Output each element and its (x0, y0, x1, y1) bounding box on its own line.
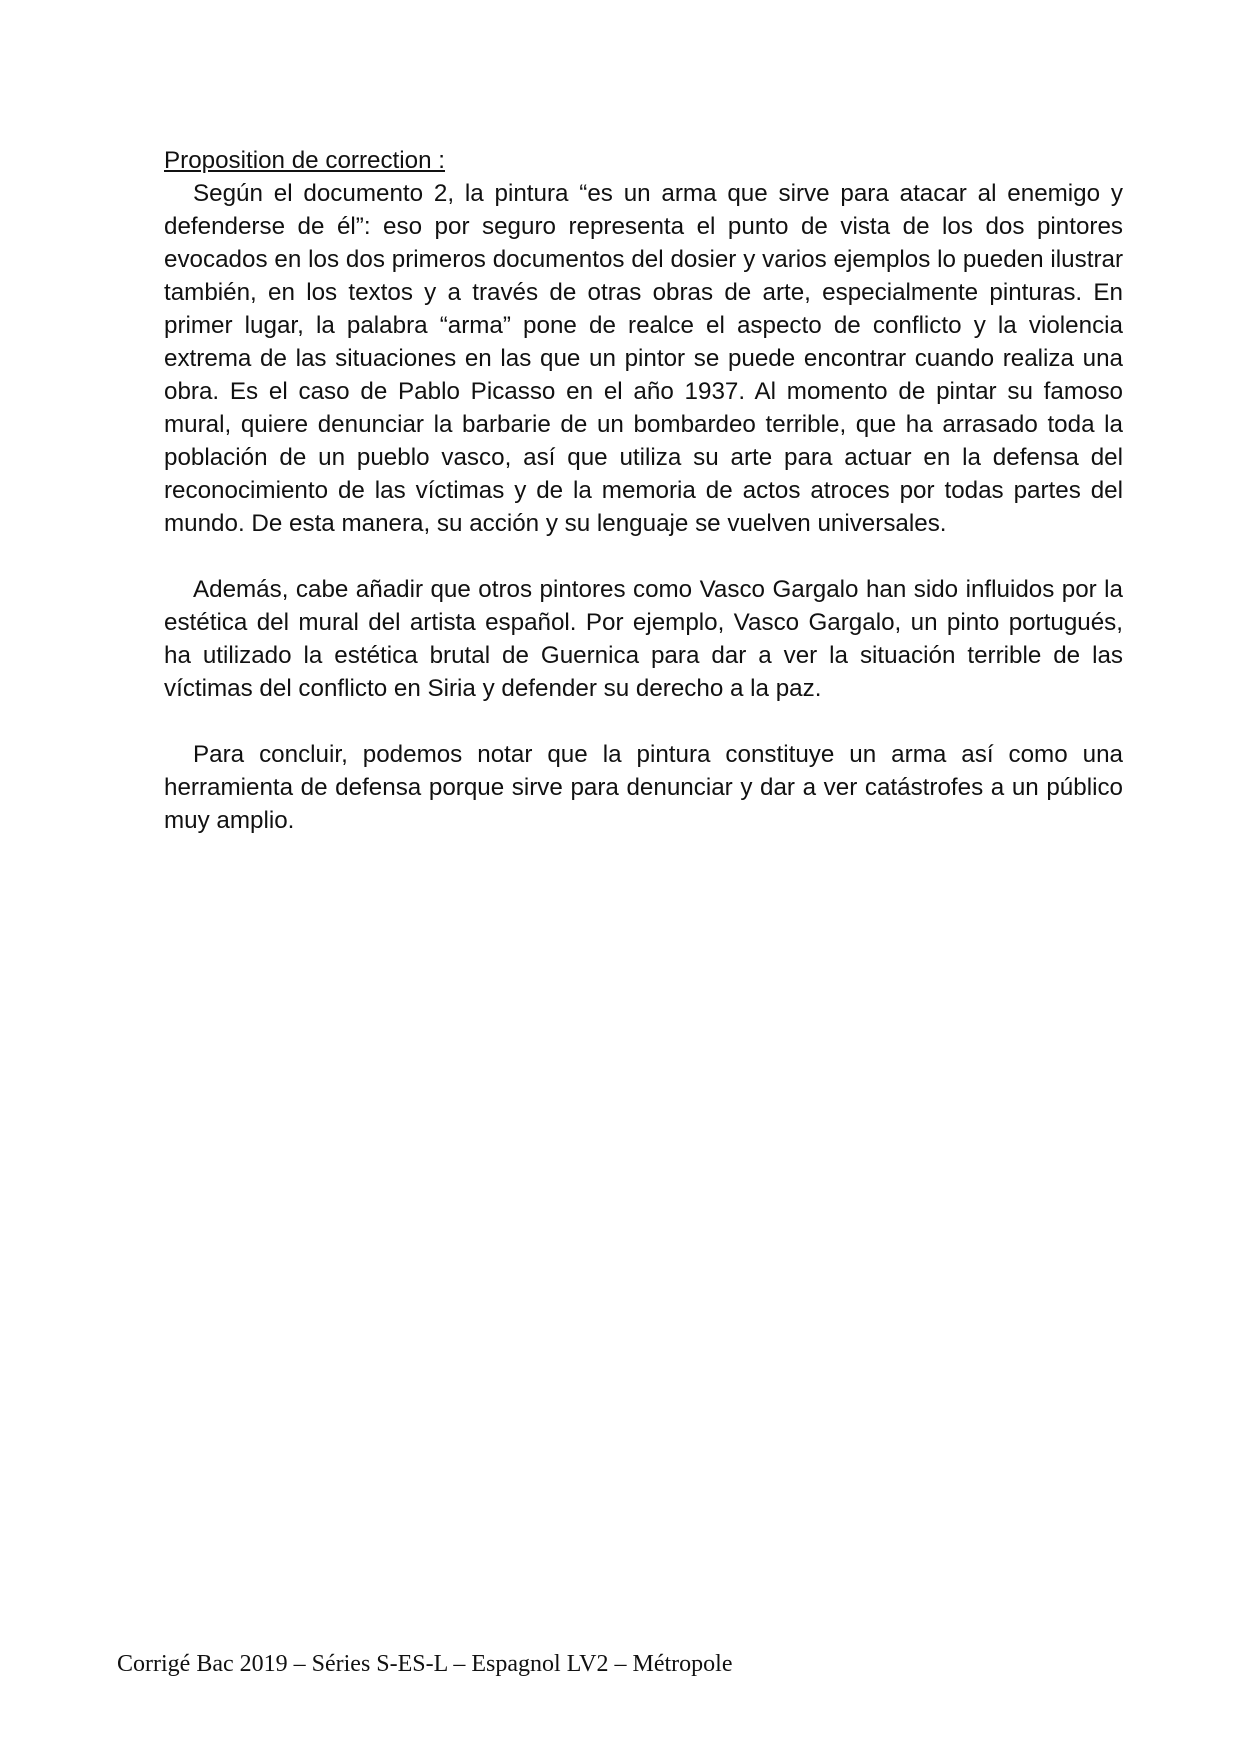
page-title: Proposition de correction : (164, 147, 445, 174)
paragraph-1: Según el documento 2, la pintura “es un arma que sirve para atacar al enemigo y defenderse de él”: eso por seguro representa el punto de vista de los dos pintores evocados en los dos primeros documentos del dosier y varios ejemplos lo pueden ilustrar también, en los textos y a través de otras obras de arte, especialmente pinturas. En primer lugar, la palabra “arma” pone de realce el aspecto de conflicto y la violencia extrema de las situaciones en las que un pintor se puede encontrar cuando realiza una obra. Es el caso de Pablo Picasso en el año 1937. Al momento de pintar su famoso mural, quiere denunciar la barbarie de un bombardeo terrible, que ha arrasado toda la población de un pueblo vasco, así que utiliza su arte para actuar en la defensa del reconocimiento de las víctimas y de la memoria de actos atroces por todas partes del mundo. De esta manera, su acción y su lenguaje se vuelven universales. (164, 180, 1123, 537)
paragraph-2: Además, cabe añadir que otros pintores como Vasco Gargalo han sido influidos por la estética del mural del artista español. Por ejemplo, Vasco Gargalo, un pinto portugués, ha utilizado la estética brutal de Guernica para dar a ver la situación terrible de las víctimas del conflicto en Siria y defender su derecho a la paz. (164, 576, 1123, 702)
paragraph-3: Para concluir, podemos notar que la pintura constituye un arma así como una herramienta de defensa porque sirve para denunciar y dar a ver catástrofes a un público muy amplio. (164, 741, 1123, 834)
page-footer: Corrigé Bac 2019 – Séries S-ES-L – Espagnol LV2 – Métropole (117, 1651, 733, 1677)
document-body (164, 144, 1123, 837)
